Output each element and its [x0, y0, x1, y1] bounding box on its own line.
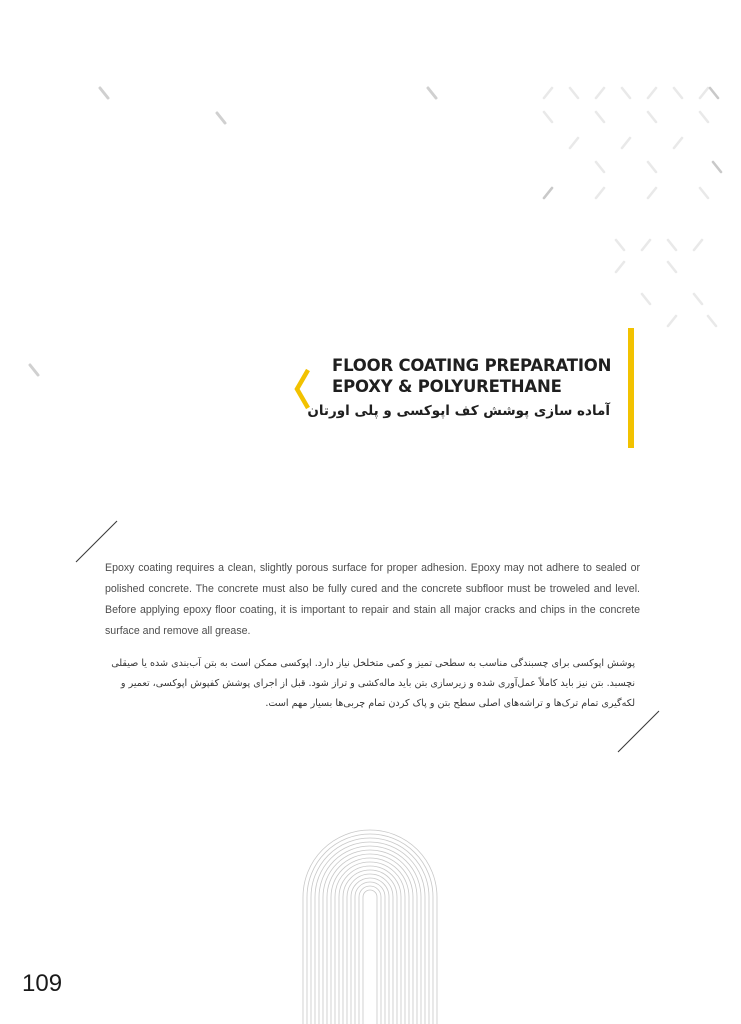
arch-lines	[303, 830, 437, 1024]
accent-bar	[628, 328, 634, 448]
paragraph-english: Epoxy coating requires a clean, slightly porous surface for proper adhesion. Epoxy may not adhere to sealed or polished concrete. The concrete must also be fully cured and the concrete subfloor must be troweled and level. Before applying epoxy floor coating, it is important to repair and stain all major cracks and chips in the concrete surface and remove all grease.	[105, 562, 640, 637]
title-line-1: FLOOR COATING PREPARATION	[332, 356, 612, 375]
slash-pattern	[30, 88, 436, 375]
paragraph-persian: پوشش اپوکسی برای چسبندگی مناسب به سطحی تمیز و کمی متخلخل نیاز دارد. اپوکسی ممکن است به بتن آب‌بندی شده یا صیقلی نچسبد. بتن نیز باید کاملاً عمل‌آوری شده و زیرسازی بتن باید ماله‌کشی و تراز شود. قبل از اجرای پوشش کفپوش اپوکسی، تعمیر و لکه‌گیری تمام ترک‌ها و تراشه‌های اصلی سطح بتن و پاک کردن تمام چربی‌ها بسیار مهم است.	[111, 658, 635, 709]
diagonal-rule-right	[618, 711, 659, 752]
dark-slash-accents	[544, 88, 721, 198]
section-title-persian: آماده سازی پوشش کف اپوکسی و پلی اورتان	[307, 403, 610, 419]
section-title	[332, 355, 622, 397]
diagonal-rule-left	[76, 521, 117, 562]
diamond-pattern	[544, 88, 716, 326]
page-number: 109	[22, 970, 63, 997]
title-line-2: EPOXY & POLYURETHANE	[332, 377, 562, 396]
